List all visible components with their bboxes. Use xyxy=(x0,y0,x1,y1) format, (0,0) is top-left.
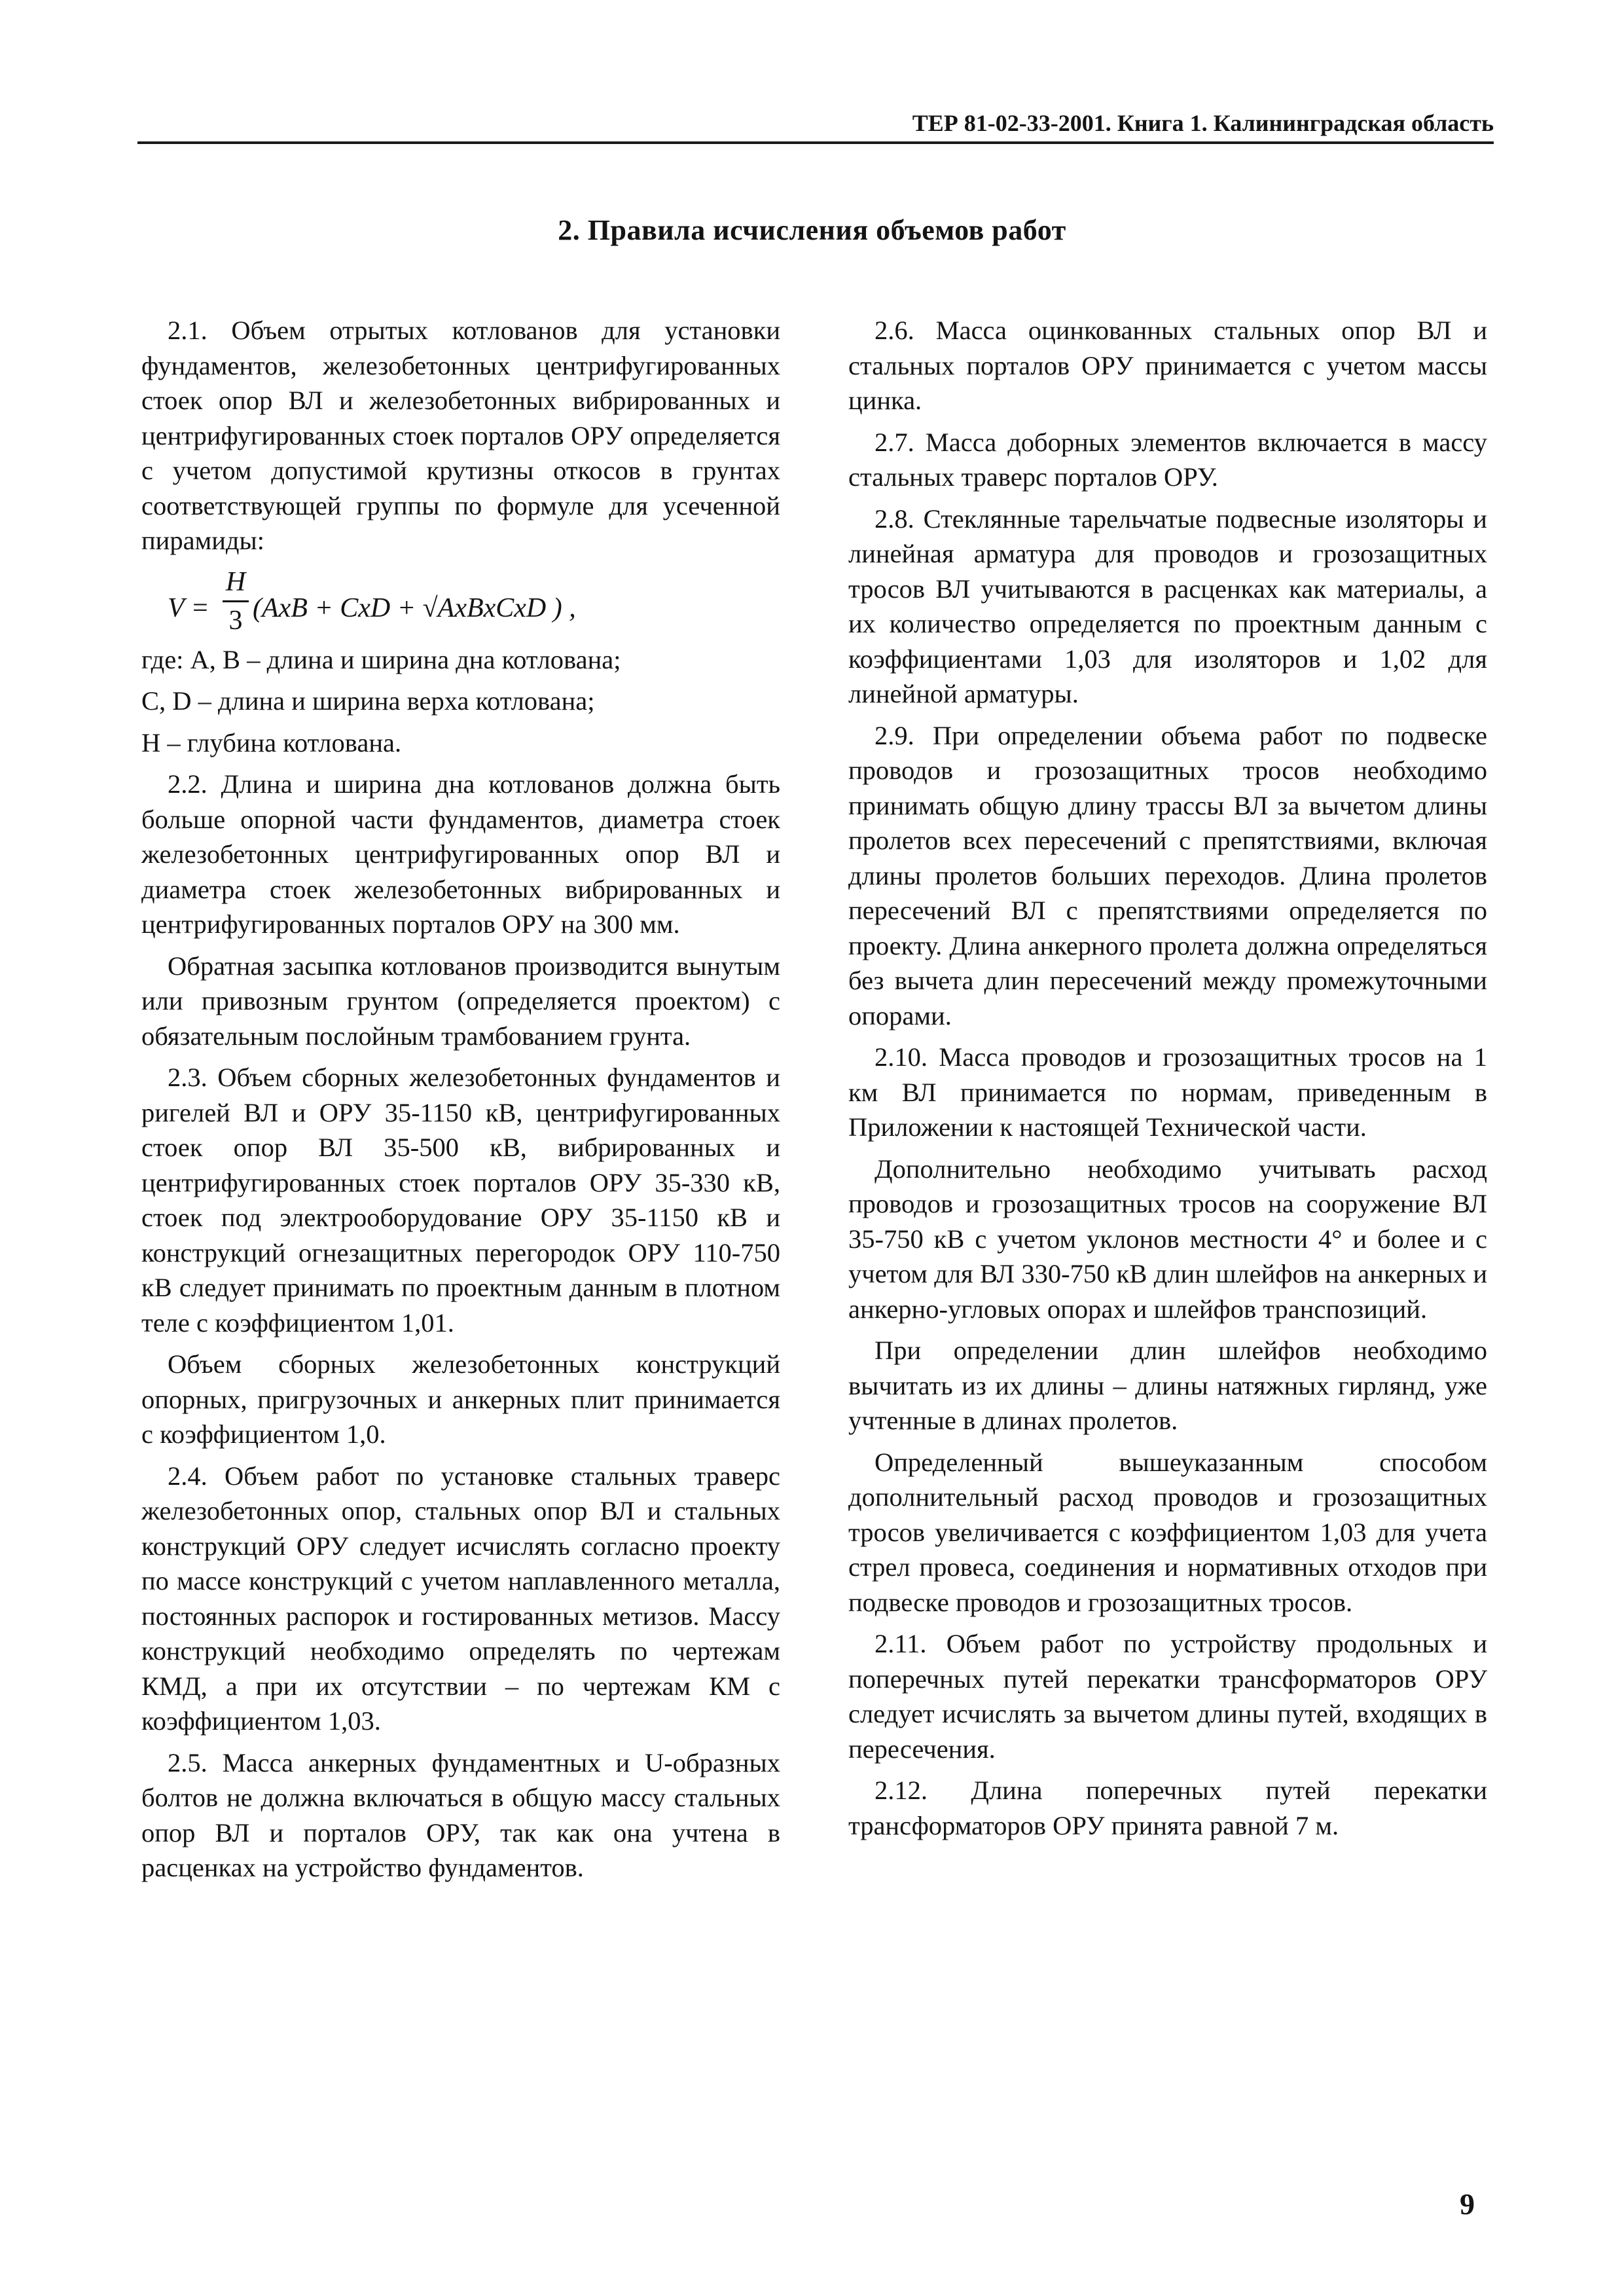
paragraph-backfill: Обратная засыпка котлованов производится вынутым или привозным грунтом (определяется проектом) с обязательным послойным трамбованием грунта. xyxy=(141,951,780,1051)
where-h: Н – глубина котлована. xyxy=(141,727,402,757)
paragraph-2-12: 2.12. Длина поперечных путей перекатки трансформаторов ОРУ принята равной 7 м. xyxy=(848,1776,1487,1840)
formula-lhs: V = xyxy=(168,592,209,623)
paragraph-2-11: 2.11. Объем работ по устройству продольных и поперечных путей перекатки трансформаторов ОРУ следует исчислять за вычетом длины путей, входящих в пересечения. xyxy=(848,1629,1487,1764)
paragraph-2-9: 2.9. При определении объема работ по подвеске проводов и грозозащитных тросов необходимо принимать общую длину трассы ВЛ за вычетом длины пролетов всех пересечений с препятствиями, включая длины пролетов больших переходов. Длина пролетов пересечений ВЛ с препятствиями определяется по проекту. Длина анкерного пролета должна определяться без вычета длин пересечений между промежуточными опорами. xyxy=(848,720,1487,1030)
paragraph-2-4: 2.4. Объем работ по установке стальных траверс железобетонных опор, стальных опор ВЛ и стальных конструкций ОРУ следует исчислять согласно проекту по массе конструкций с учетом наплавленного металла, постоянных распорок и гостированных метизов. Массу конструкций необходимо определять по чертежам КМД, а при их отсутствии – по чертежам КМ с коэффициентом 1,03. xyxy=(141,1461,780,1736)
paragraph-coefficient: Определенный вышеуказанным способом дополнительный расход проводов и грозозащитных тросов увеличивается с коэффициентом 1,03 для учета стрел провеса, соединения и нормативных отходов при подвеске проводов и грозозащитных тросов. xyxy=(848,1447,1487,1617)
paragraph-plates: Объем сборных железобетонных конструкций опорных, пригрузочных и анкерных плит принимается с коэффициентом 1,0. xyxy=(141,1349,780,1449)
formula-numerator: H xyxy=(225,566,246,597)
paragraph-2-8: 2.8. Стеклянные тарельчатые подвесные изоляторы и линейная арматура для проводов и грозозащитных тросов ВЛ учитываются в расценках как материалы, а их количество определяется по проектным данным с коэффициентами 1,03 для изоляторов и 1,02 для линейной арматуры. xyxy=(848,503,1487,708)
formula-denominator: 3 xyxy=(228,605,243,636)
where-c-d: С, D – длина и ширина верха котлована; xyxy=(141,686,595,716)
header-text: ТЕР 81-02-33-2001. Книга 1. Калининградская область xyxy=(912,110,1494,136)
formula-fraction xyxy=(223,565,249,638)
paragraph-2-1: 2.1. Объем отрытых котлованов для установки фундаментов, железобетонных центрифугированных стоек опор ВЛ и железобетонных вибрированных и центрифугированных стоек порталов ОРУ определяется с учетом допустимой крутизны откосов в грунтах соответствующей группы по формуле для усеченной пирамиды: xyxy=(141,316,780,555)
paragraph-2-2: 2.2. Длина и ширина дна котлованов должна быть больше опорной части фундаментов, диаметра стоек железобетонных центрифугированных опор ВЛ и диаметра стоек железобетонных вибрированных и центрифугированных порталов ОРУ на 300 мм. xyxy=(141,769,780,939)
right-column xyxy=(848,313,1487,1850)
pyramid-formula xyxy=(168,565,780,642)
paragraph-2-5: 2.5. Масса анкерных фундаментных и U-образных болтов не должна включаться в общую массу стальных опор ВЛ и порталов ОРУ, так как она учтена в расценках на устройство фундаментов. xyxy=(141,1747,780,1882)
paragraph-loops: При определении длин шлейфов необходимо вычитать из их длины – длины натяжных гирлянд, уже учтенные в длинах пролетов. xyxy=(848,1336,1487,1435)
running-header xyxy=(137,110,1494,144)
where-a-b: где: А, В – длина и ширина дна котлована; xyxy=(141,644,621,674)
page-number: 9 xyxy=(1460,2187,1475,2221)
formula-body: (AxB + CxD + √AxBxCxD ) , xyxy=(253,592,576,623)
fraction-bar xyxy=(223,600,249,602)
paragraph-additional: Дополнительно необходимо учитывать расход проводов и грозозащитных тросов на сооружение ВЛ 35-750 кВ с учетом уклонов местности 4° и более и с учетом для ВЛ 330-750 кВ длин шлейфов на анкерных и анкерно-угловых опорах и шлейфов транспозиций. xyxy=(848,1154,1487,1324)
paragraph-2-10: 2.10. Масса проводов и грозозащитных тросов на 1 км ВЛ принимается по нормам, приведенным в Приложении к настоящей Технической части. xyxy=(848,1042,1487,1142)
section-title: 2. Правила исчисления объемов работ xyxy=(558,214,1066,246)
paragraph-2-6: 2.6. Масса оцинкованных стальных опор ВЛ и стальных порталов ОРУ принимается с учетом массы цинка. xyxy=(848,316,1487,415)
left-column xyxy=(141,313,780,1892)
paragraph-2-7: 2.7. Масса доборных элементов включается в массу стальных траверс порталов ОРУ. xyxy=(848,427,1487,492)
paragraph-2-3: 2.3. Объем сборных железобетонных фундаментов и ригелей ВЛ и ОРУ 35-1150 кВ, центрифугированных стоек опор ВЛ 35-500 кВ, вибрированных и центрифугированных стоек порталов ОРУ 35-330 кВ, стоек под электрооборудование ОРУ 35-1150 кВ и конструкций огнезащитных перегородок ОРУ 110-750 кВ следует принимать по проектным данным в плотном теле с коэффициентом 1,01. xyxy=(141,1063,780,1338)
